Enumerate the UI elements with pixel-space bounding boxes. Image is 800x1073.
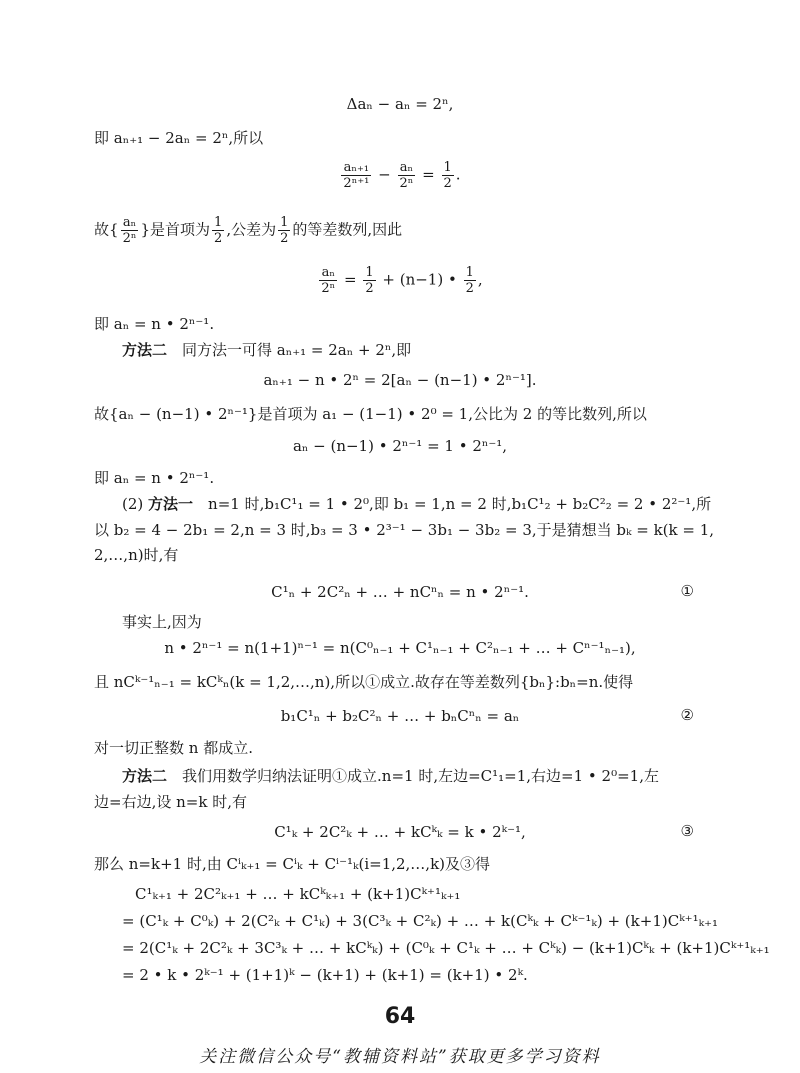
equation-line: aₙ₊₁ − n • 2ⁿ = 2[aₙ − (n−1) • 2ⁿ⁻¹]. [263, 371, 537, 389]
fraction: $\frac{1}{2}$ [443, 160, 452, 191]
equation-line: b₁C¹ₙ + b₂C²ₙ + … + bₙCⁿₙ = aₙ [280, 707, 520, 725]
fraction: $\frac{\text{aₙ}}{\text{2ⁿ}}$ [122, 215, 137, 246]
text-line: (2) 方法一 n=1 时,b₁C¹₁ = 1 • 2⁰,即 b₁ = 1,n = 2 时,b₁C¹₂ + b₂C²₂ = 2 • 2²⁻¹,所 [122, 495, 712, 513]
equation-line: aₙ − (n−1) • 2ⁿ⁻¹ = 1 • 2ⁿ⁻¹, [292, 437, 508, 455]
fraction: $\frac{\text{aₙ₊₁}}{\text{2ⁿ⁺¹}}$ [343, 160, 370, 191]
fraction: $\frac{1}{2}$ [365, 265, 374, 296]
equation-line: C¹ₙ + 2C²ₙ + … + nCⁿₙ = n • 2ⁿ⁻¹. [271, 583, 529, 601]
equation-line: = (C¹ₖ + C⁰ₖ) + 2(C²ₖ + C¹ₖ) + 3(C³ₖ + C²ₖ) + … + k(Cᵏₖ + Cᵏ⁻¹ₖ) + (k+1)Cᵏ⁺¹ₖ₊₁ [122, 912, 718, 930]
text-line: 对一切正整数 n 都成立. [94, 739, 253, 757]
equation-line: C¹ₖ + 2C²ₖ + … + kCᵏₖ = k • 2ᵏ⁻¹, [274, 823, 526, 841]
text-line: 事实上,因为 [122, 613, 202, 631]
fraction: $\frac{\text{aₙ}}{\text{2ⁿ}}$ [321, 265, 336, 296]
text-line: 边=右边,设 n=k 时,有 [94, 793, 247, 811]
text-line: 方法二 我们用数学归纳法证明①成立.n=1 时,左边=C¹₁=1,右边=1 • 2⁰=1,左 [122, 767, 659, 785]
equation-line: n • 2ⁿ⁻¹ = n(1+1)ⁿ⁻¹ = n(C⁰ₙ₋₁ + C¹ₙ₋₁ + C²ₙ₋₁ + … + Cⁿ⁻¹ₙ₋₁), [164, 639, 636, 657]
equation-fraction-line: $\frac{\text{aₙ₊₁}}{\text{2ⁿ⁺¹}}$ − $\frac{\text{aₙ}}{\text{2ⁿ}}$ = $\frac{1}{2}$ . [343, 160, 461, 191]
fraction: $\frac{1}{2}$ [214, 215, 223, 246]
equation-number: ① [680, 582, 694, 600]
equation-fraction-line: $\frac{\text{aₙ}}{\text{2ⁿ}}$ = $\frac{1}{2}$ + (n−1) • $\frac{1}{2}$ , [321, 265, 483, 296]
text-line: 2,…,n)时,有 [94, 546, 179, 564]
equation-line: Δaₙ − aₙ = 2ⁿ, [346, 95, 454, 113]
text-line: 方法二 同方法一可得 aₙ₊₁ = 2aₙ + 2ⁿ,即 [122, 341, 412, 359]
fraction: $\frac{1}{2}$ [280, 215, 289, 246]
fraction: $\frac{1}{2}$ [465, 265, 474, 296]
page-number: 64 [384, 1004, 416, 1029]
equation-number: ③ [680, 822, 694, 840]
equation-line: = 2(C¹ₖ + 2C²ₖ + 3C³ₖ + … + kCᵏₖ) + (C⁰ₖ + C¹ₖ + … + Cᵏₖ) − (k+1)Cᵏₖ + (k+1)Cᵏ⁺¹ₖ₊₁ [122, 939, 770, 957]
text-line: 以 b₂ = 4 − 2b₁ = 2,n = 3 时,b₃ = 3 • 2³⁻¹ − 3b₁ − 3b₂ = 3,于是猜想当 bₖ = k(k = 1, [94, 521, 715, 539]
text-line: 故{ $\frac{\text{aₙ}}{\text{2ⁿ}}$ }是首项为 $\frac{1}{2}$ ,公差为 $\frac{1}{2}$ 的等差数列,因此 [94, 215, 403, 246]
method-heading: 方法一 [148, 495, 194, 513]
text-line: 故{aₙ − (n−1) • 2ⁿ⁻¹}是首项为 a₁ − (1−1) • 2⁰ = 1,公比为 2 的等比数列,所以 [94, 405, 647, 423]
text-line: 即 aₙ₊₁ − 2aₙ = 2ⁿ,所以 [94, 129, 264, 147]
text-line: 那么 n=k+1 时,由 Cⁱₖ₊₁ = Cⁱₖ + Cⁱ⁻¹ₖ(i=1,2,…,k)及③得 [94, 855, 491, 873]
text-line: 且 nCᵏ⁻¹ₙ₋₁ = kCᵏₙ(k = 1,2,…,n),所以①成立.故存在等差数列{bₙ}:bₙ=n.使得 [94, 673, 634, 691]
text-line: 即 aₙ = n • 2ⁿ⁻¹. [94, 315, 215, 333]
method-heading: 方法二 [122, 767, 168, 785]
equation-line: C¹ₖ₊₁ + 2C²ₖ₊₁ + … + kCᵏₖ₊₁ + (k+1)Cᵏ⁺¹ₖ₊₁ [135, 885, 461, 903]
fraction: $\frac{\text{aₙ}}{\text{2ⁿ}}$ [399, 160, 414, 191]
footer-note: 关注微信公众号“教辅资料站”获取更多学习资料 [199, 1047, 601, 1067]
text-line: 即 aₙ = n • 2ⁿ⁻¹. [94, 469, 215, 487]
equation-number: ② [680, 706, 694, 724]
method-heading: 方法二 [122, 341, 168, 359]
equation-line: = 2 • k • 2ᵏ⁻¹ + (1+1)ᵏ − (k+1) + (k+1) = (k+1) • 2ᵏ. [122, 966, 528, 984]
